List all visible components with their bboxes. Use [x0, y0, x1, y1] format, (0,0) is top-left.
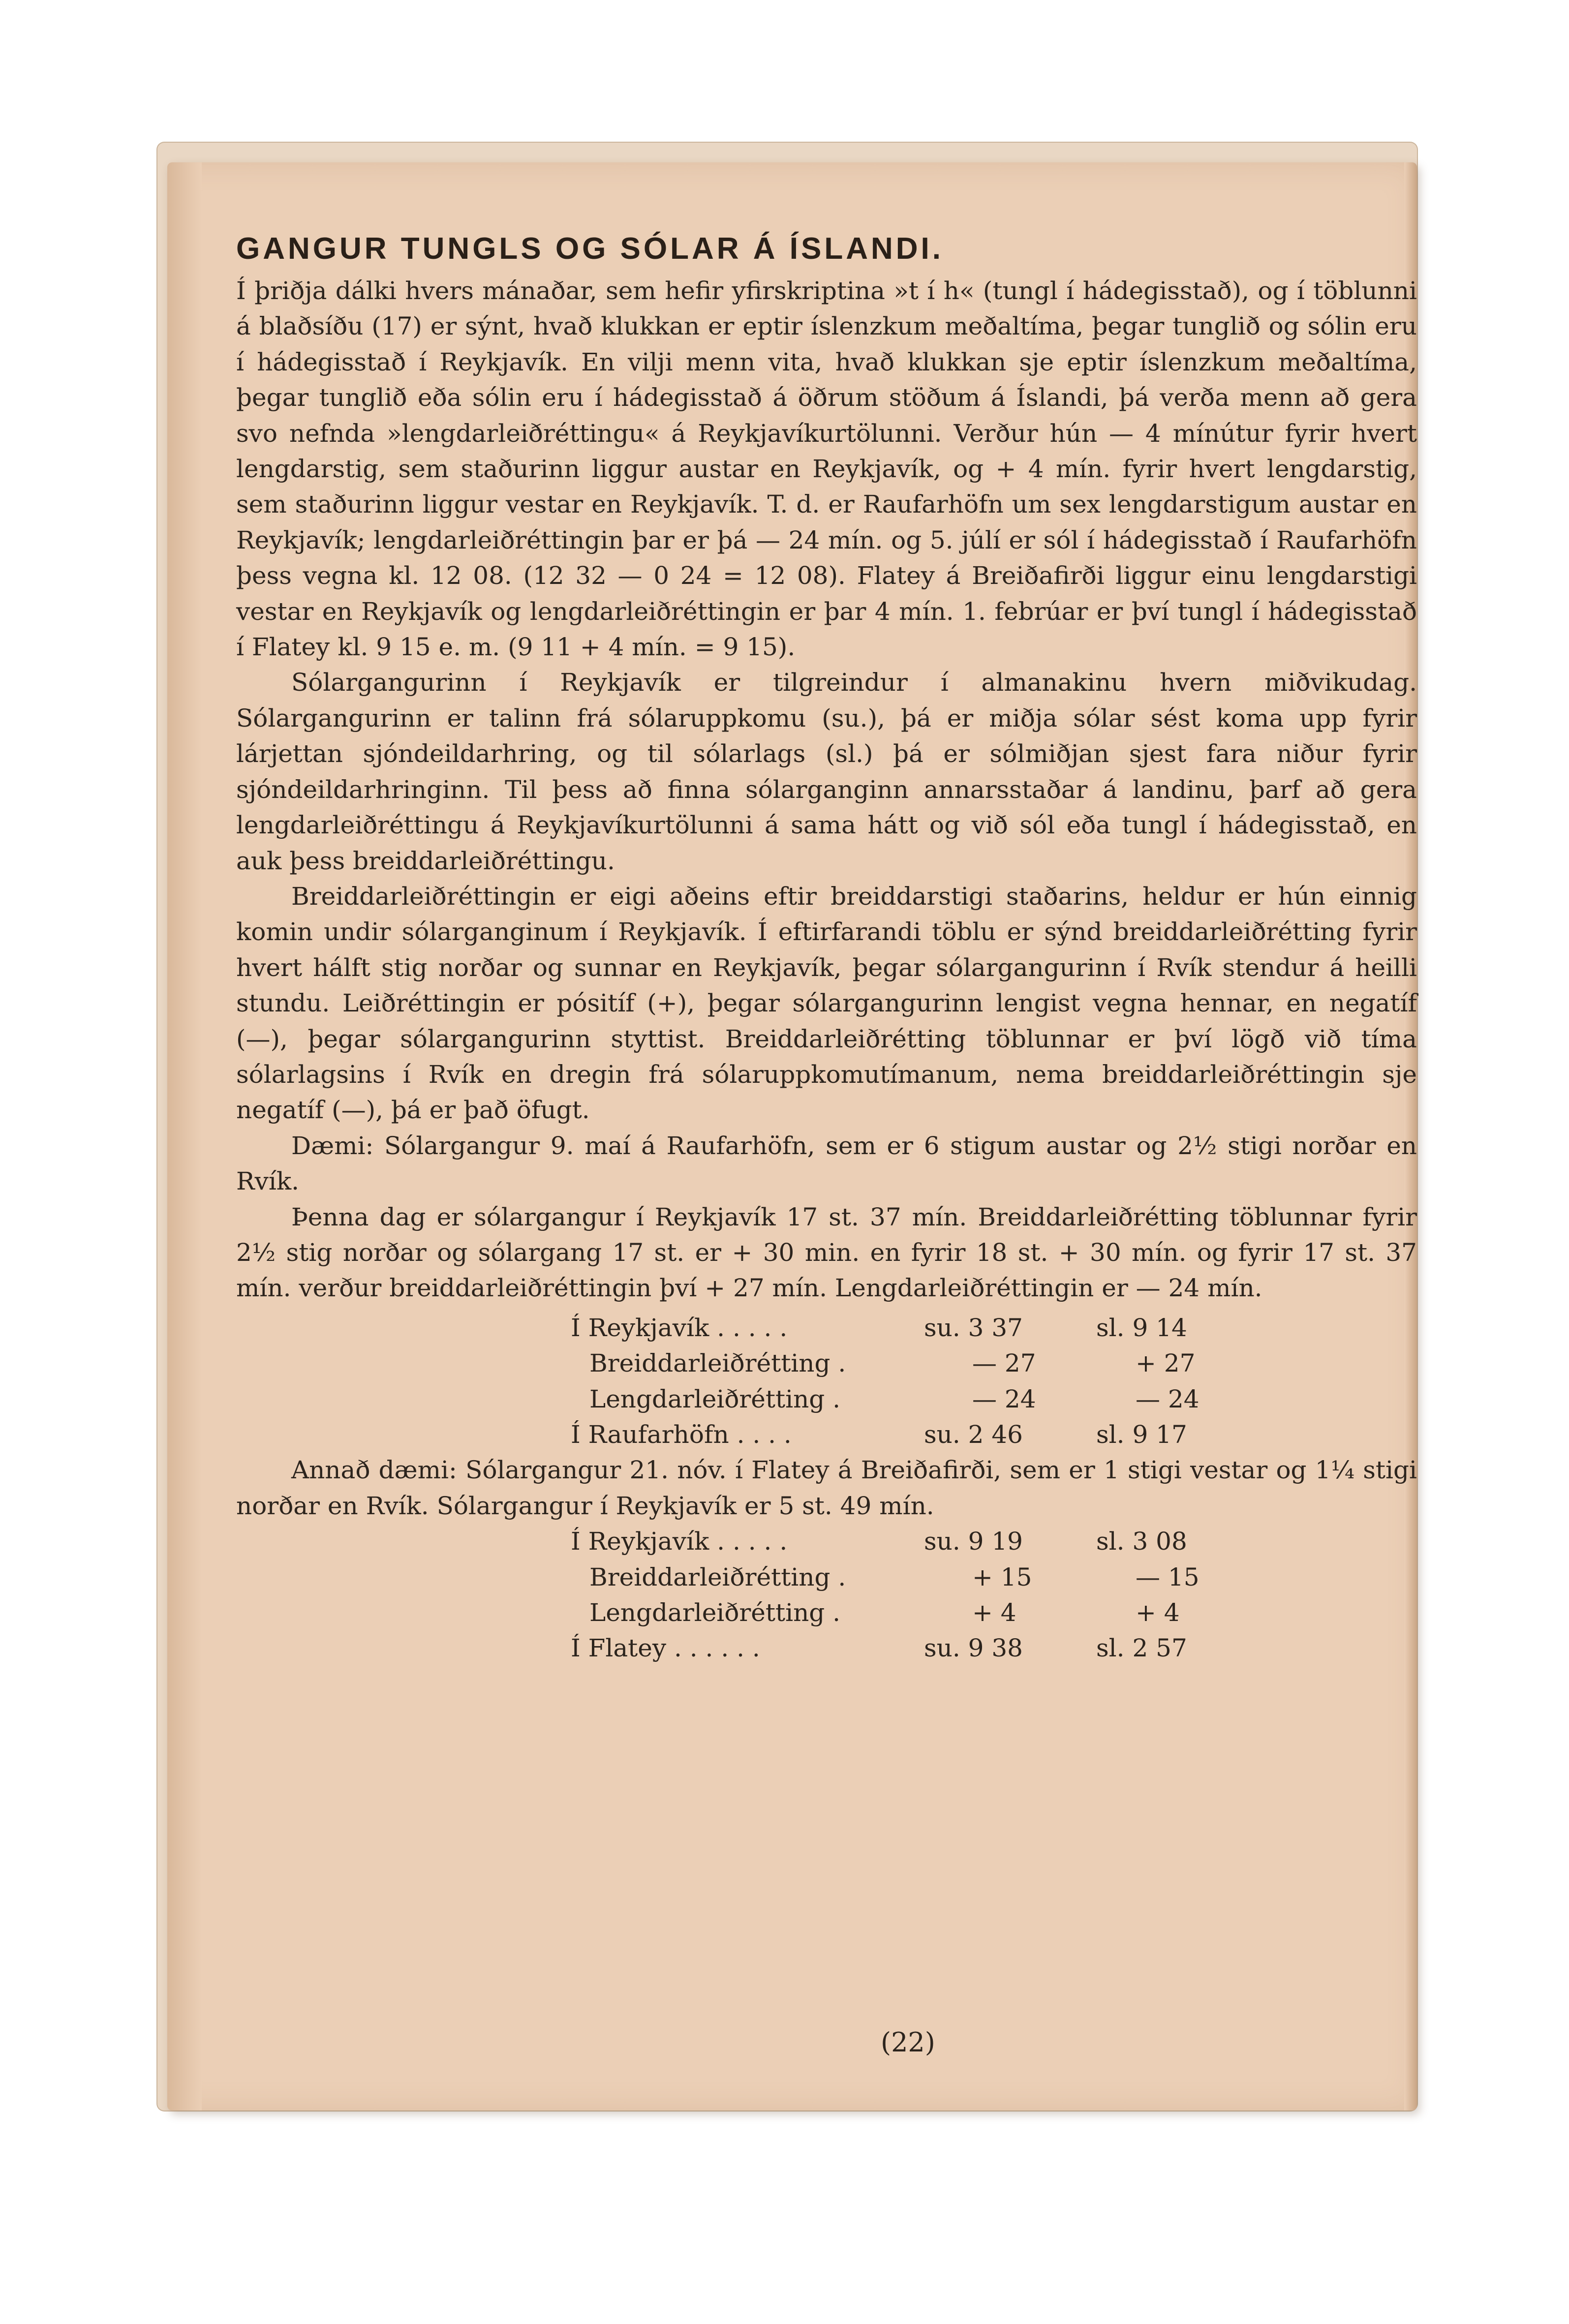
example-table-1: [571, 1310, 1268, 1453]
example-table-2: [571, 1524, 1268, 1666]
row-sunset: sl. 9 14: [1096, 1313, 1187, 1342]
row-sunset: sl. 2 57: [1096, 1634, 1187, 1663]
row-sunrise: su. 3 37: [924, 1313, 1023, 1342]
row-sunset: — 24: [1136, 1384, 1200, 1413]
row-label: Breiddarleiðrétting .: [589, 1349, 846, 1378]
page-content: [236, 231, 1417, 1666]
spine-fold: [167, 162, 202, 2110]
row-label: Lengdarleiðrétting .: [589, 1598, 841, 1627]
page-number: (22): [881, 2027, 935, 2058]
row-sunset: sl. 3 08: [1096, 1527, 1187, 1556]
row-sunset: + 4: [1136, 1598, 1180, 1627]
row-label: Í Raufarhöfn . . . .: [571, 1420, 792, 1449]
row-sunset: sl. 9 17: [1096, 1420, 1187, 1449]
paragraph-second-example: Annað dæmi: Sólargangur 21. nóv. í Flatey á Breiðafirði, sem er 1 stigi vestar og 1¼ stigi norðar en Rvík. Sólargangur í Reykjavík er 5 st. 49 mín.: [236, 1456, 1417, 1520]
paragraph-1: Í þriðja dálki hvers mánaðar, sem hefir yfirskriptina »t í h« (tungl í hádegisstað), og í töblunni á blaðsíðu (17) er sýnt, hvað klukkan er eptir íslenzkum meðaltíma, þegar tunglið og sólin eru í hádegisstað í Reykjavík. En vilji menn vita, hvað klukkan sje eptir íslenzkum meðaltíma, þegar tunglið eða sólin eru í hádegisstað á öðrum stöðum á Íslandi, þá verða menn að gera svo nefnda »lengdarleiðréttingu« á Reykjavíkurtölunni. Verður hún — 4 mínútur fyrir hvert lengdarstig, sem staðurinn liggur austar en Reykjavík, og + 4 mín. fyrir hvert lengdarstig, sem staðurinn liggur vestar en Reykjavík. T. d. er Raufarhöfn um sex lengdarstigum austar en Reykjavík; lengdarleiðréttingin þar er þá — 24 mín. og 5. júlí er sól í hádegisstað í Raufarhöfn þess vegna kl. 12 08. (12 32 — 0 24 = 12 08). Flatey á Breiðafirði liggur einu lengdarstigi vestar en Reykjavík og lengdarleiðréttingin er þar 4 mín. 1. febrúar er því tungl í hádegisstað í Flatey kl. 9 15 e. m. (9 11 + 4 mín. = 9 15).: [236, 276, 1417, 662]
row-label: Í Reykjavík . . . . .: [571, 1313, 788, 1342]
row-sunset: + 27: [1136, 1349, 1196, 1378]
table-row: [571, 1417, 1268, 1452]
row-label: Breiddarleiðrétting .: [589, 1562, 846, 1591]
paragraph-example-text: Þenna dag er sólargangur í Reykjavík 17 st. 37 mín. Breiddarleiðrétting töblunnar fyrir 2½ stig norðar og sólargang 17 st. er + 30 min. en fyrir 18 st. + 30 mín. og fyrir 17 st. 37 mín. verður breiddarleiðréttingin því + 27 mín. Lengdarleiðréttingin er — 24 mín.: [236, 1202, 1417, 1303]
table-row: [589, 1381, 1268, 1417]
row-sunrise: — 24: [972, 1384, 1036, 1413]
row-label: Lengdarleiðrétting .: [589, 1384, 841, 1413]
row-sunrise: su. 9 19: [924, 1527, 1023, 1556]
table-row: [571, 1630, 1268, 1666]
row-sunrise: + 15: [972, 1562, 1032, 1591]
row-label: Í Reykjavík . . . . .: [571, 1527, 788, 1556]
table-row: [589, 1595, 1268, 1630]
row-sunrise: — 27: [972, 1349, 1036, 1378]
table-row: [571, 1524, 1268, 1559]
table-row: [589, 1345, 1268, 1381]
row-sunrise: su. 2 46: [924, 1420, 1023, 1449]
row-sunrise: su. 9 38: [924, 1634, 1023, 1663]
page-title: GANGUR TUNGLS OG SÓLAR Á ÍSLANDI.: [236, 232, 944, 266]
row-label: Í Flatey . . . . . .: [571, 1634, 760, 1663]
paragraph-example-intro: Dæmi: Sólargangur 9. maí á Raufarhöfn, sem er 6 stigum austar og 2½ stigi norðar en Rvík.: [236, 1131, 1417, 1196]
paragraph-2: Sólargangurinn í Reykjavík er tilgreindur í almanakinu hvern miðvikudag. Sólargangurinn er talinn frá sólaruppkomu (su.), þá er miðja sólar sést koma upp fyrir lárjettan sjóndeildarhring, og til sólarlags (sl.) þá er sólmiðjan sjest fara niður fyrir sjóndeildarhringinn. Til þess að finna sólarganginn annarsstaðar á landinu, þarf að gera lengdarleiðréttingu á Reykjavíkurtölunni á sama hátt og við sól eða tungl í hádegisstað, en auk þess breiddarleiðréttingu.: [236, 668, 1417, 875]
row-sunrise: + 4: [972, 1598, 1016, 1627]
row-sunset: — 15: [1136, 1562, 1200, 1591]
table-row: [589, 1560, 1268, 1595]
paragraph-3: Breiddarleiðréttingin er eigi aðeins eftir breiddarstigi staðarins, heldur er hún einnig komin undir sólarganginum í Reykjavík. Í eftirfarandi töblu er sýnd breiddarleiðrétting fyrir hvert hálft stig norðar og sunnar en Reykjavík, þegar sólargangurinn í Rvík stendur á heilli stundu. Leiðréttingin er pósitíf (+), þegar sólargangurinn lengist vegna hennar, en negatíf (—), þegar sólargangurinn styttist. Breiddarleiðrétting töblunnar er því lögð við tíma sólarlagsins í Rvík en dregin frá sólaruppkomutímanum, nema breiddarleiðréttingin sje negatíf (—), þá er það öfugt.: [236, 882, 1417, 1125]
table-row: [571, 1310, 1268, 1345]
